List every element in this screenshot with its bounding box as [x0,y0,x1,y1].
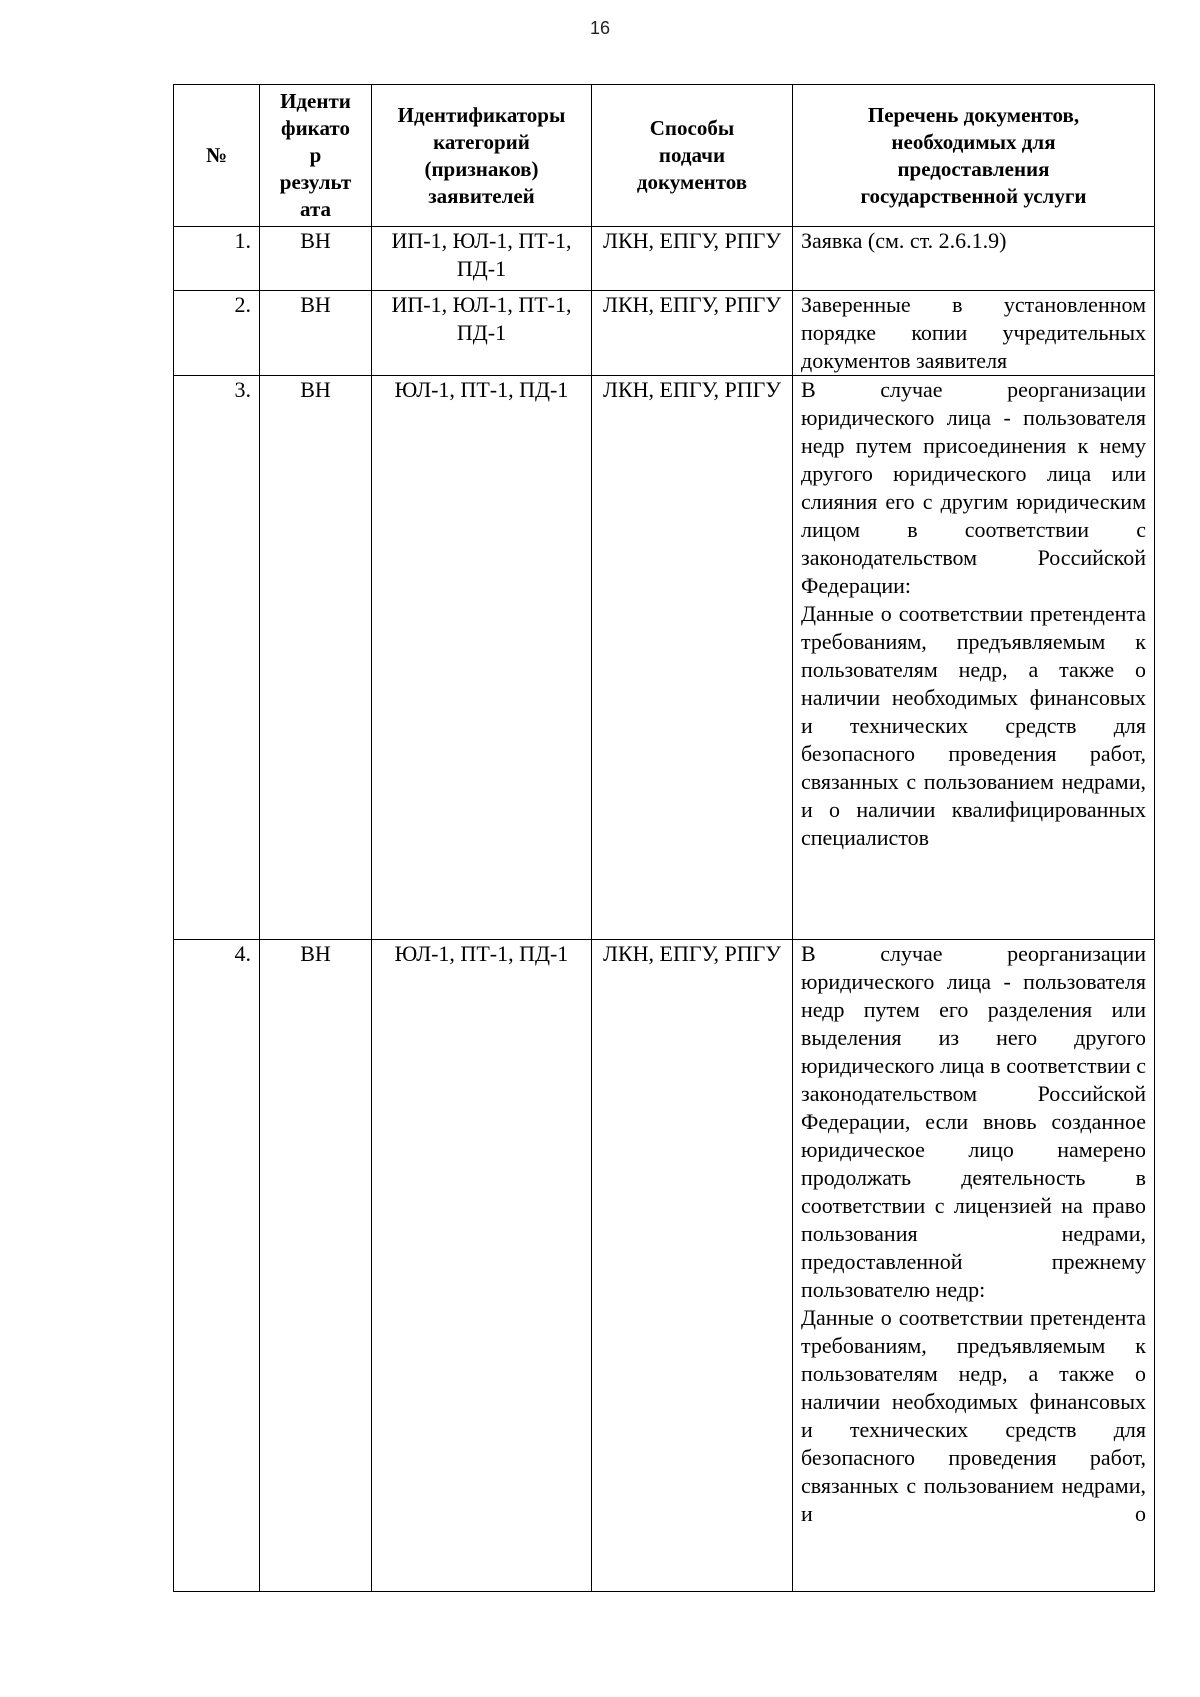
row-documents-paragraph: Заверенные в установленном порядке копии учредительных документов заявителя [801,292,1146,373]
row-categories: ЮЛ-1, ПТ-1, ПД-1 [372,940,592,1592]
row-methods: ЛКН, ЕПГУ, РПГУ [592,940,793,1592]
row-categories: ЮЛ-1, ПТ-1, ПД-1 [372,376,592,940]
row-methods: ЛКН, ЕПГУ, РПГУ [592,227,793,291]
page-number: 16 [589,18,611,38]
header-methods [592,85,793,227]
row-methods: ЛКН, ЕПГУ, РПГУ [592,376,793,940]
header-categories-line: Идентификаторы [397,102,566,127]
header-categories-line: категорий [433,129,530,154]
row-categories: ИП-1, ЮЛ-1, ПТ-1, ПД-1 [372,291,592,376]
header-documents [793,85,1155,227]
row-num: 4. [174,940,260,1592]
header-categories-line: заявителей [428,183,535,208]
row-documents [793,291,1155,376]
row-num: 3. [174,376,260,940]
header-documents-line: Перечень документов, [867,102,1080,127]
header-result-id-line: фикато [281,116,350,140]
header-methods-line: подачи [658,143,726,167]
row-result-id: ВН [260,940,372,1592]
header-result-id-line: результ [279,170,352,194]
row-result-id: ВН [260,376,372,940]
table-header-row [174,85,1155,227]
row-num: 2. [174,291,260,376]
row-documents-paragraph: Данные о соответствии претендента требованиям, предъявляемым к пользователям недр, а также о наличии необходимых финансовых и технических средств для безопасного проведения работ, связанных с пользованием недрами, и о наличии квалифицированных специалистов [801,601,1146,850]
row-documents-paragraph: Заявка (см. ст. 2.6.1.9) [801,228,1007,253]
header-result-id-line: Иденти [280,89,351,113]
header-documents-line: предоставления [897,156,1050,181]
header-methods-line: Способы [649,116,735,140]
header-methods-line: документов [636,170,748,194]
row-documents-paragraph: В случае реорганизации юридического лица - пользователя недр путем его разделения или выделения из него другого юридического лица в соответствии с законодательством Российской Федерации, если вновь созданное юридическое лицо намерено продолжать деятельность в соответствии с лицензией на право пользования недрами, предоставленной прежнему пользователю недр: [801,941,1146,1302]
documents-table [173,84,1155,1592]
row-documents-paragraph: Данные о соответствии претендента требованиям, предъявляемым к пользователям недр, а также о наличии необходимых финансовых и технических средств для безопасного проведения работ, связанных с пользованием недрами, и о [801,1305,1146,1526]
header-categories-line: (признаков) [424,156,539,181]
header-documents-line: государственной услуги [860,183,1087,208]
row-documents [793,940,1155,1592]
row-num: 1. [174,227,260,291]
row-documents [793,227,1155,291]
table-row [174,291,1155,376]
header-num: № [174,85,260,227]
table-row [174,227,1155,291]
row-documents [793,376,1155,940]
row-methods: ЛКН, ЕПГУ, РПГУ [592,291,793,376]
row-documents-paragraph: В случае реорганизации юридического лица - пользователя недр путем присоединения к нему другого юридического лица или слияния его с другим юридическим лицом в соответствии с законодательством Российской Федерации: [801,377,1146,598]
header-result-id-line: р [309,143,322,167]
header-documents-line: необходимых для [891,129,1056,154]
row-result-id: ВН [260,227,372,291]
table-row [174,376,1155,940]
header-categories [372,85,592,227]
header-result-id [260,85,372,227]
table-row [174,940,1155,1592]
header-result-id-line: ата [299,197,332,221]
row-categories: ИП-1, ЮЛ-1, ПТ-1, ПД-1 [372,227,592,291]
row-result-id: ВН [260,291,372,376]
